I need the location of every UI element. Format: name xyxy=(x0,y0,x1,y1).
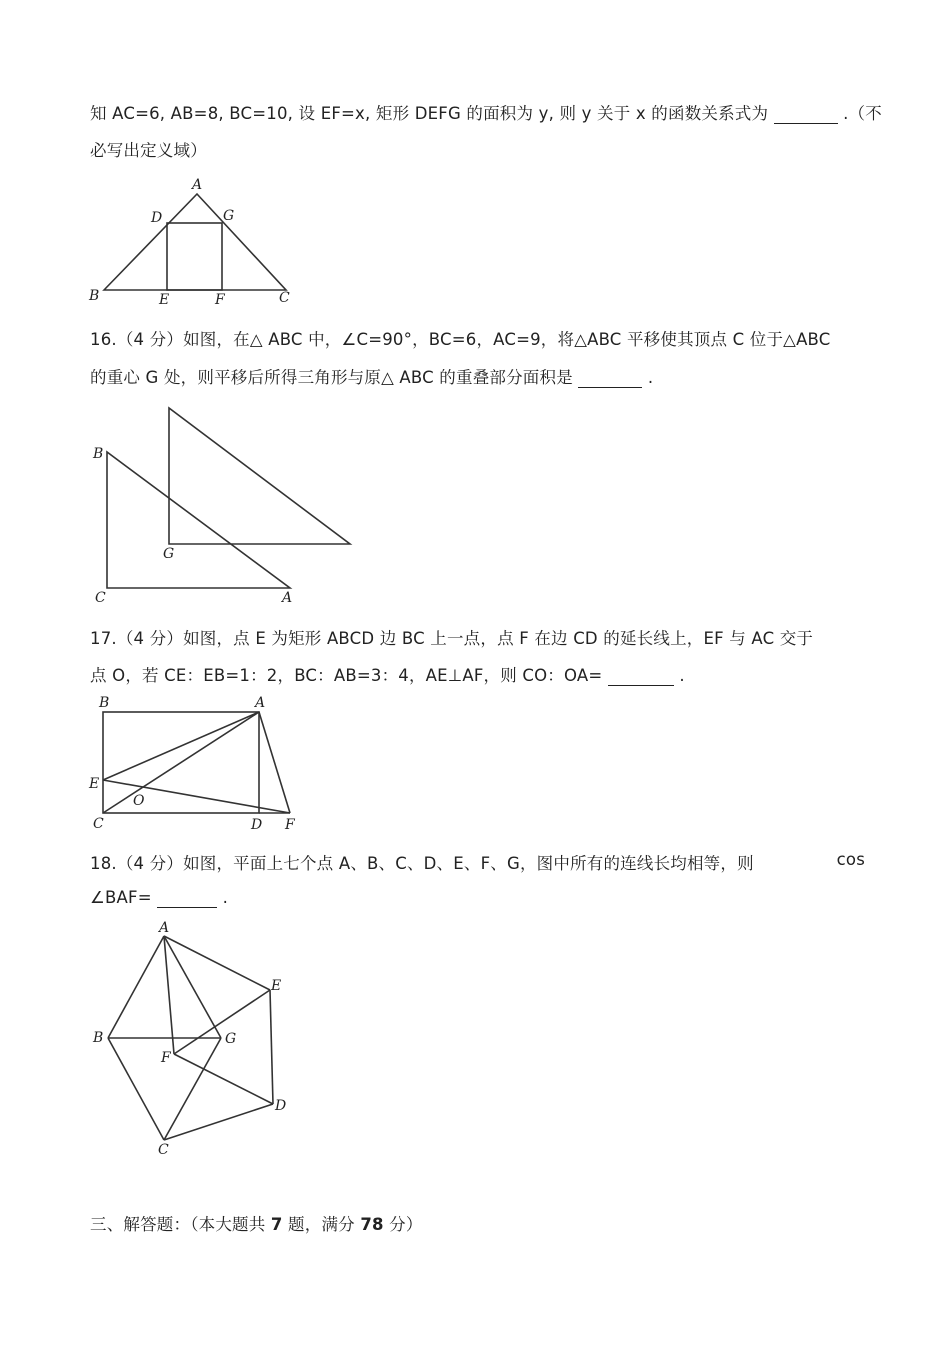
q15-label-e: E xyxy=(159,292,170,307)
q15-triangle xyxy=(104,194,286,290)
q18-figure xyxy=(85,918,315,1163)
section3-count: 7 xyxy=(270,1215,283,1234)
section3-suffix: 分） xyxy=(389,1215,423,1234)
q17-text: 点 O，若 CE：EB=1：2，BC：AB=3：4，AE⊥AF，则 CO：OA= xyxy=(90,666,603,685)
q16-line1: 16.（4 分）如图，在△ ABC 中，∠C=90°，BC=6，AC=9，将△ABC 平移使其顶点 C 位于△ABC xyxy=(90,330,831,349)
q16-answer-blank[interactable] xyxy=(578,368,642,388)
q18-label-f: F xyxy=(161,1050,171,1066)
q18-segment-ed xyxy=(270,990,273,1104)
q15-text: 知 AC=6, AB=8, BC=10, 设 EF=x, 矩形 DEFG 的面积为 y, 则 y 关于 x 的函数关系式为 xyxy=(90,104,769,123)
q17-label-e: E xyxy=(89,776,100,792)
q17-tail: . xyxy=(679,666,685,685)
section3-score: 78 xyxy=(360,1215,384,1234)
q17-line1: 17.（4 分）如图，点 E 为矩形 ABCD 边 BC 上一点，点 F 在边 CD 的延长线上，EF 与 AC 交于 xyxy=(90,629,814,648)
q16-text: 的重心 G 处，则平移后所得三角形与原△ ABC 的重叠部分面积是 xyxy=(90,368,573,387)
q17-diagonal-ac xyxy=(103,712,259,813)
q18-text: 18.（4 分）如图，平面上七个点 A、B、C、D、E、F、G，图中所有的连线长均相等，则 xyxy=(90,854,754,873)
q16-line2 xyxy=(90,364,653,388)
q15-label-f: F xyxy=(215,292,225,307)
q15-answer-blank[interactable] xyxy=(774,104,838,124)
q17-segment-ef xyxy=(103,780,290,813)
q15-line2: 必写出定义域） xyxy=(90,141,207,160)
q16-translated-triangle xyxy=(169,408,350,544)
q17-label-f: F xyxy=(285,817,295,833)
q17-label-c: C xyxy=(93,816,104,832)
q17-label-a: A xyxy=(255,695,266,711)
q18-line2 xyxy=(90,888,228,908)
q15-tail: .（不 xyxy=(843,104,882,123)
q18-label-c: C xyxy=(158,1142,169,1158)
q17-segment-af xyxy=(259,712,290,813)
q16-label-b: B xyxy=(93,446,104,462)
q15-label-c: C xyxy=(279,290,290,306)
q15-label-g: G xyxy=(223,208,235,224)
q15-label-b: B xyxy=(89,288,100,304)
q15-label-a: A xyxy=(192,177,203,193)
q18-line1 xyxy=(90,850,865,874)
q18-tail: . xyxy=(222,888,229,907)
q16-tail: . xyxy=(647,368,654,387)
q18-cos: cos xyxy=(836,850,865,869)
q18-label-a: A xyxy=(159,920,170,936)
q18-label-e: E xyxy=(271,978,282,994)
q18-text2: ∠BAF= xyxy=(90,888,152,907)
q16-label-g: G xyxy=(163,546,175,562)
q17-figure xyxy=(85,692,310,837)
q18-label-g: G xyxy=(225,1031,237,1047)
q16-label-c: C xyxy=(95,590,106,606)
q15-figure xyxy=(85,172,300,307)
q15-rectangle xyxy=(167,223,222,290)
q18-label-b: B xyxy=(93,1030,104,1046)
q15-line1 xyxy=(90,100,882,124)
q18-segment-ab xyxy=(108,936,164,1038)
q17-segment-ae xyxy=(103,712,259,780)
q17-answer-blank[interactable] xyxy=(608,666,674,686)
section3-mid: 题，满分 xyxy=(288,1215,355,1234)
q16-label-a: A xyxy=(282,590,293,606)
q16-original-triangle xyxy=(107,452,290,588)
q18-segment-bc xyxy=(108,1038,164,1140)
q18-segment-af xyxy=(164,936,174,1054)
q16-figure xyxy=(85,400,365,610)
q18-segment-fe xyxy=(174,990,270,1054)
section3-prefix: 三、解答题：（本大题共 xyxy=(90,1215,266,1234)
q17-label-b: B xyxy=(99,695,110,711)
section3-heading xyxy=(90,1211,423,1235)
q17-line2 xyxy=(90,662,685,686)
q17-label-d: D xyxy=(251,817,263,833)
q18-answer-blank[interactable] xyxy=(157,888,217,908)
q17-label-o: O xyxy=(133,793,145,809)
q15-label-d: D xyxy=(151,210,163,226)
q18-label-d: D xyxy=(275,1098,287,1114)
